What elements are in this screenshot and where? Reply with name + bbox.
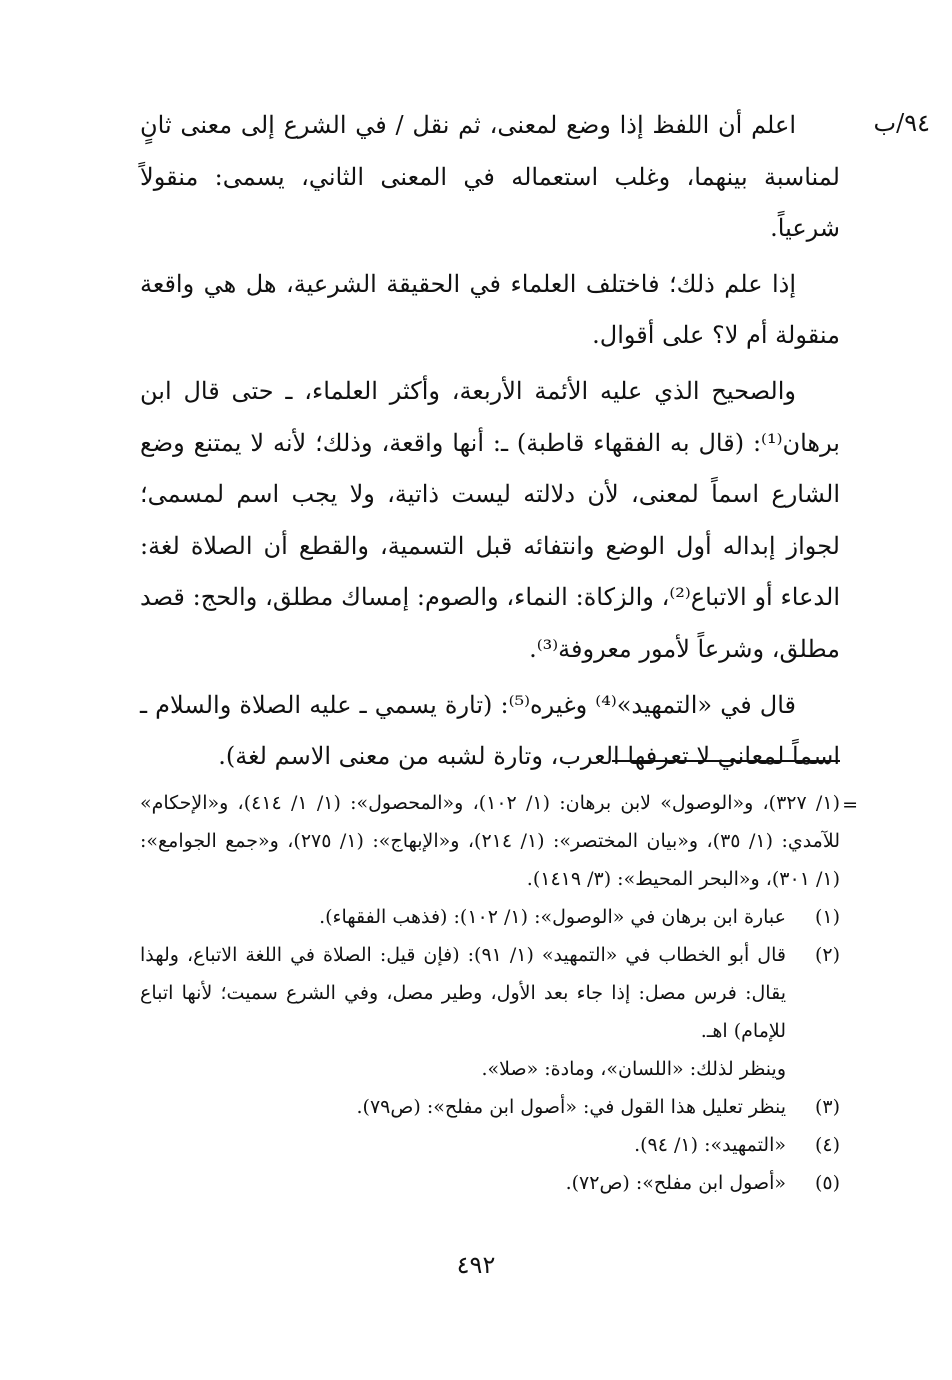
footnote-5 <box>140 1164 840 1202</box>
footnote-text: «التمهيد»: (١/ ٩٤). <box>634 1134 786 1156</box>
paragraph-4: قال في «التمهيد»⁽⁴⁾ وغيره⁽⁵⁾: (تارة يسمي ـ عليه الصلاة والسلام ـ اسماً لمعاني لا تعرفها العرب، وتارة لشبه من معنى الاسم لغة). <box>140 690 840 771</box>
margin-folio-note: ٩٤/ب <box>873 109 930 137</box>
footnote-3 <box>140 1088 840 1126</box>
page-number: ٤٩٢ <box>456 1251 496 1279</box>
footnote-number: (١) <box>814 906 840 928</box>
footnote-number: (٢) <box>814 944 840 966</box>
footnote-text: قال أبو الخطاب في «التمهيد» (١/ ٩١): (فإن قيل: الصلاة في اللغة الاتباع، ولهذا يقال: فرس مصل: إذا جاء بعد الأول، وطير مصل، وفي الشرع سميت؛ لأنها اتباع للإمام) اهـ. <box>140 944 786 1042</box>
paragraph-2: إذا علم ذلك؛ فاختلف العلماء في الحقيقة الشرعية، هل هي واقعة منقولة أم لا؟ على أقوال. <box>140 269 840 350</box>
footnote-text: «أصول ابن مفلح»: (ص٧٢). <box>565 1172 786 1194</box>
footnote-continuation: (١/ ٣٢٧)، و«الوصول» لابن برهان: (١/ ١٠٢)، و«المحصول»: (١/ ١/ ٤١٤)، و«الإحكام» للآمدي: (١/ ٣٥)، و«بيان المختصر»: (١/ ٢١٤)، و«الإبهاج»: (١/ ٢٧٥)، و«جمع الجوامع»: (١/ ٣٠١)، و«البحر المحيط»: (٣/ ١٤١٩). <box>140 792 840 890</box>
paragraph-3: والصحيح الذي عليه الأئمة الأربعة، وأكثر العلماء، ـ حتى قال ابن برهان⁽¹⁾: (قال به الفقهاء قاطبة) ـ: أنها واقعة، وذلك؛ لأنه لا يمتنع وضع الشارع اسماً لمعنى، لأن دلالته ليست ذاتية، ولا يجب اسم لمسمى؛ لجواز إبداله أول الوضع وانتفائه قبل التسمية، والقطع أن الصلاة لغة: الدعاء أو الاتباع⁽²⁾، والزكاة: النماء، والصوم: إمساك مطلق، والحج: قصد مطلق، وشرعاً لأمور معروفة⁽³⁾. <box>140 376 840 663</box>
footnote-4 <box>140 1126 840 1164</box>
paragraph-1: اعلم أن اللفظ إذا وضع لمعنى، ثم نقل / في الشرع إلى معنى ثانٍ لمناسبة بينهما، وغلب استعماله في المعنى الثاني، يسمى: منقولاً شرعياً. <box>140 111 840 243</box>
main-text-body <box>140 100 840 787</box>
footnote-2 <box>140 936 840 1050</box>
footnote-1 <box>140 898 840 936</box>
footnote-continuation-mark: = <box>842 794 858 816</box>
footnote-2-subline: وينظر لذلك: «اللسان»، ومادة: «صلا». <box>481 1058 786 1080</box>
footnote-text: عبارة ابن برهان في «الوصول»: (١/ ١٠٢): (فذهب الفقهاء). <box>319 906 786 928</box>
footnote-number: (٤) <box>814 1134 840 1156</box>
footnotes-section <box>140 784 840 1202</box>
footnote-text: ينظر تعليل هذا القول في: «أصول ابن مفلح»: (ص٧٩). <box>356 1096 786 1118</box>
footnote-number: (٥) <box>814 1172 840 1194</box>
footnote-separator <box>612 760 840 762</box>
footnote-number: (٣) <box>814 1096 840 1118</box>
